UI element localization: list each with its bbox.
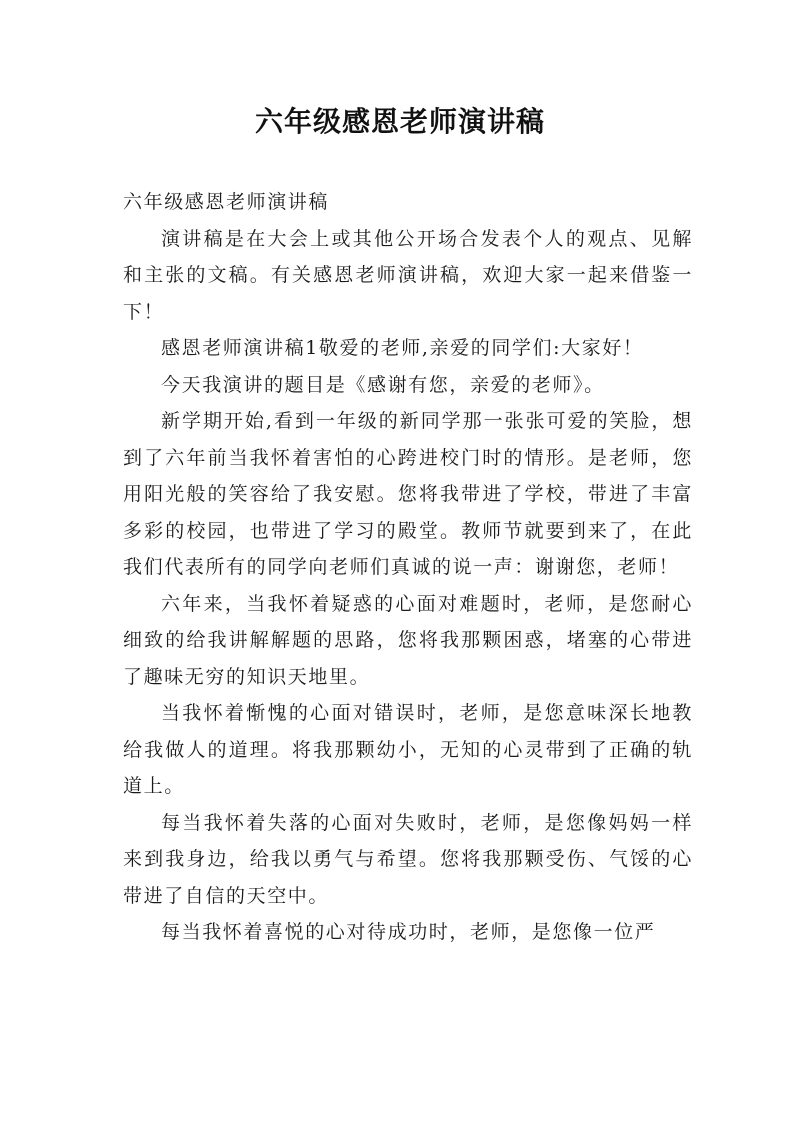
document-title: 六年级感恩老师演讲稿 [254, 105, 545, 138]
paragraph-subtitle: 六年级感恩老师演讲稿 [123, 191, 330, 213]
paragraph: 每当我怀着失落的心面对失败时，老师，是您像妈妈一样来到我身边，给我以勇气与希望。您将我那颗受伤、气馁的心带进了自信的天空中。 [123, 811, 693, 907]
document-body [123, 184, 693, 951]
paragraph: 今天我演讲的题目是《感谢有您，亲爱的老师》。 [161, 373, 605, 396]
paragraph: 新学期开始,看到一年级的新同学那一张张可爱的笑脸，想到了六年前当我怀着害怕的心跨进校门时的情形。是老师，您用阳光般的笑容给了我安慰。您将我带进了学校，带进了丰富多彩的校园，也带进了学习的殿堂。教师节就要到来了，在此我们代表所有的同学向老师们真诚的说一声：谢谢您，老师！ [123, 410, 693, 578]
paragraph: 感恩老师演讲稿1敬爱的老师,亲爱的同学们:大家好！ [161, 337, 644, 359]
paragraph: 演讲稿是在大会上或其他公开场合发表个人的观点、见解和主张的文稿。有关感恩老师演讲稿，欢迎大家一起来借鉴一下！ [123, 227, 693, 323]
paragraph: 当我怀着惭愧的心面对错误时，老师，是您意味深长地教给我做人的道理。将我那颗幼小，无知的心灵带到了正确的轨道上。 [123, 702, 693, 797]
paragraph: 六年来，当我怀着疑惑的心面对难题时，老师，是您耐心细致的给我讲解解题的思路，您将我那颗困惑，堵塞的心带进了趣味无穷的知识天地里。 [123, 592, 693, 688]
paragraph: 每当我怀着喜悦的心对待成功时，老师，是您像一位严 [161, 921, 656, 943]
